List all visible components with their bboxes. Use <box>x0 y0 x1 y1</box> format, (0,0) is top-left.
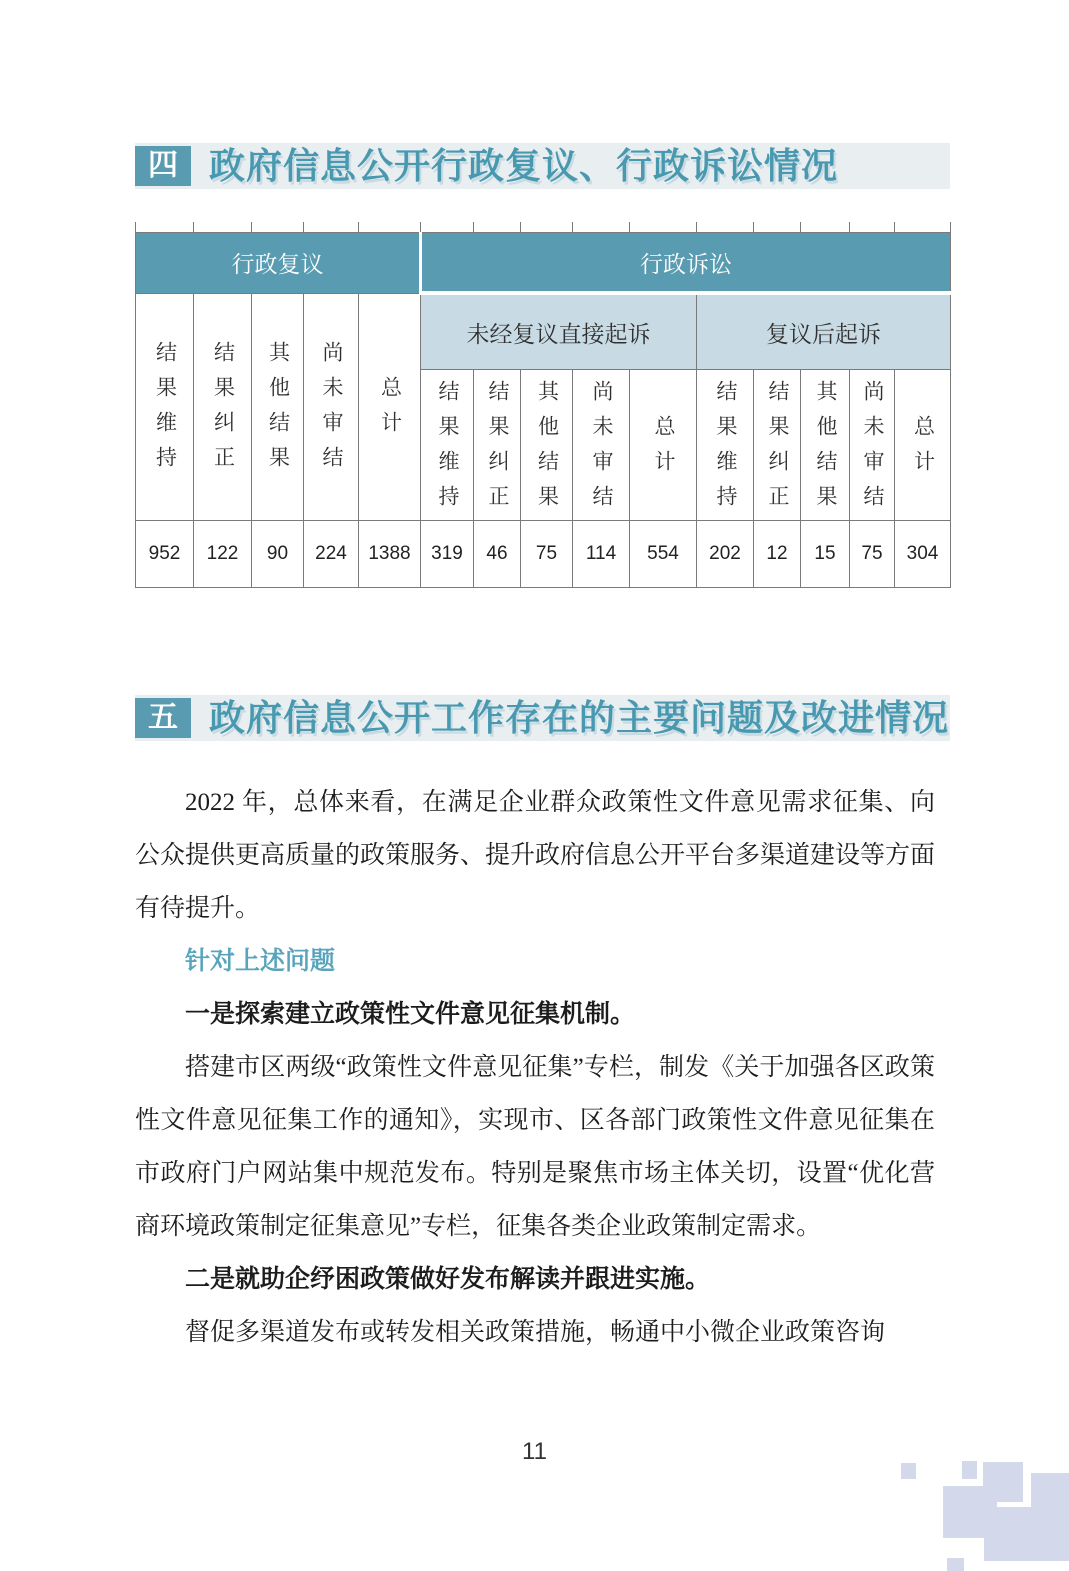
section-4-title: 政府信息公开行政复议、行政诉讼情况 <box>209 145 839 186</box>
review-litigation-table <box>135 222 951 588</box>
table-spacer-row <box>136 222 951 233</box>
col-header <box>194 293 252 521</box>
col-header <box>697 370 754 521</box>
value-cell: 122 <box>194 521 252 588</box>
paragraph-overview: 2022 年，总体来看，在满足企业群众政策性文件意见需求征集、向公众提供更高质量的政策服务、提升政府信息公开平台多渠道建设等方面有待提升。 <box>135 789 936 922</box>
col-header-label: 总计 <box>911 414 935 485</box>
point-1-heading: 一是探索建立政策性文件意见征集机制。 <box>185 1001 636 1028</box>
col-header-label: 总计 <box>378 376 402 447</box>
col-header-label: 结果纠正 <box>211 341 235 482</box>
col-header-label: 结果纠正 <box>486 379 509 520</box>
page-number: 11 <box>522 1438 547 1465</box>
group-header-litigation: 行政诉讼 <box>421 233 951 294</box>
col-header <box>630 370 697 521</box>
col-header-label: 尚未审结 <box>320 341 343 482</box>
col-header-label: 结果纠正 <box>766 379 789 520</box>
point-2-paragraph: 督促多渠道发布或转发相关政策措施，畅通中小微企业政策咨询 <box>185 1319 886 1346</box>
value-cell: 12 <box>754 521 801 588</box>
col-header-label: 结果维持 <box>153 341 177 482</box>
table-subgroup-row <box>136 293 951 370</box>
point-2-heading: 二是就助企纾困政策做好发布解读并跟进实施。 <box>185 1266 711 1293</box>
section-4-header <box>135 143 950 189</box>
col-header <box>801 370 850 521</box>
value-cell: 304 <box>895 521 951 588</box>
col-header <box>573 370 630 521</box>
value-cell: 114 <box>573 521 630 588</box>
table-group-header-row <box>136 233 951 294</box>
value-cell: 75 <box>850 521 895 588</box>
subgroup-header-direct: 未经复议直接起诉 <box>421 293 697 370</box>
col-header <box>421 370 474 521</box>
value-cell: 90 <box>252 521 304 588</box>
col-header <box>754 370 801 521</box>
decor-square <box>901 1463 916 1479</box>
col-header <box>359 293 421 521</box>
decor-square <box>947 1558 964 1571</box>
col-header-label: 结果维持 <box>436 379 459 520</box>
col-header-label: 尚未审结 <box>861 379 884 520</box>
value-cell: 554 <box>630 521 697 588</box>
value-cell: 15 <box>801 521 850 588</box>
value-cell: 1388 <box>359 521 421 588</box>
col-header <box>252 293 304 521</box>
section-5-header <box>135 695 950 741</box>
decor-square <box>962 1461 977 1479</box>
col-header <box>895 370 951 521</box>
col-header <box>521 370 573 521</box>
body-text <box>135 776 935 1359</box>
col-header <box>474 370 521 521</box>
col-header-label: 尚未审结 <box>590 379 613 520</box>
value-cell: 319 <box>421 521 474 588</box>
value-cell: 952 <box>136 521 194 588</box>
point-1-paragraph: 搭建市区两级“政策性文件意见征集”专栏，制发《关于加强各区政策性文件意见征集工作的通知》，实现市、区各部门政策性文件意见征集在市政府门户网站集中规范发布。特别是聚焦市场主体关切，设置“优化营商环境政策制定征集意见”专栏，征集各类企业政策制定需求。 <box>135 1054 935 1240</box>
value-cell: 224 <box>304 521 359 588</box>
group-header-review: 行政复议 <box>136 233 421 294</box>
decor-square <box>984 1507 1069 1561</box>
table-data-row <box>136 521 951 588</box>
col-header <box>850 370 895 521</box>
section-5-index-badge: 五 <box>135 698 191 738</box>
col-header-label: 总计 <box>652 414 675 485</box>
col-header-label: 其他结果 <box>814 379 837 520</box>
value-cell: 202 <box>697 521 754 588</box>
note-heading: 针对上述问题 <box>185 947 336 975</box>
col-header <box>304 293 359 521</box>
value-cell: 46 <box>474 521 521 588</box>
col-header <box>136 293 194 521</box>
section-5-title: 政府信息公开工作存在的主要问题及改进情况 <box>209 697 950 738</box>
section-4-index-badge: 四 <box>135 146 191 186</box>
col-header-label: 其他结果 <box>266 341 290 482</box>
col-header-label: 结果维持 <box>714 379 737 520</box>
col-header-label: 其他结果 <box>535 379 559 520</box>
value-cell: 75 <box>521 521 573 588</box>
subgroup-header-after: 复议后起诉 <box>697 293 951 370</box>
